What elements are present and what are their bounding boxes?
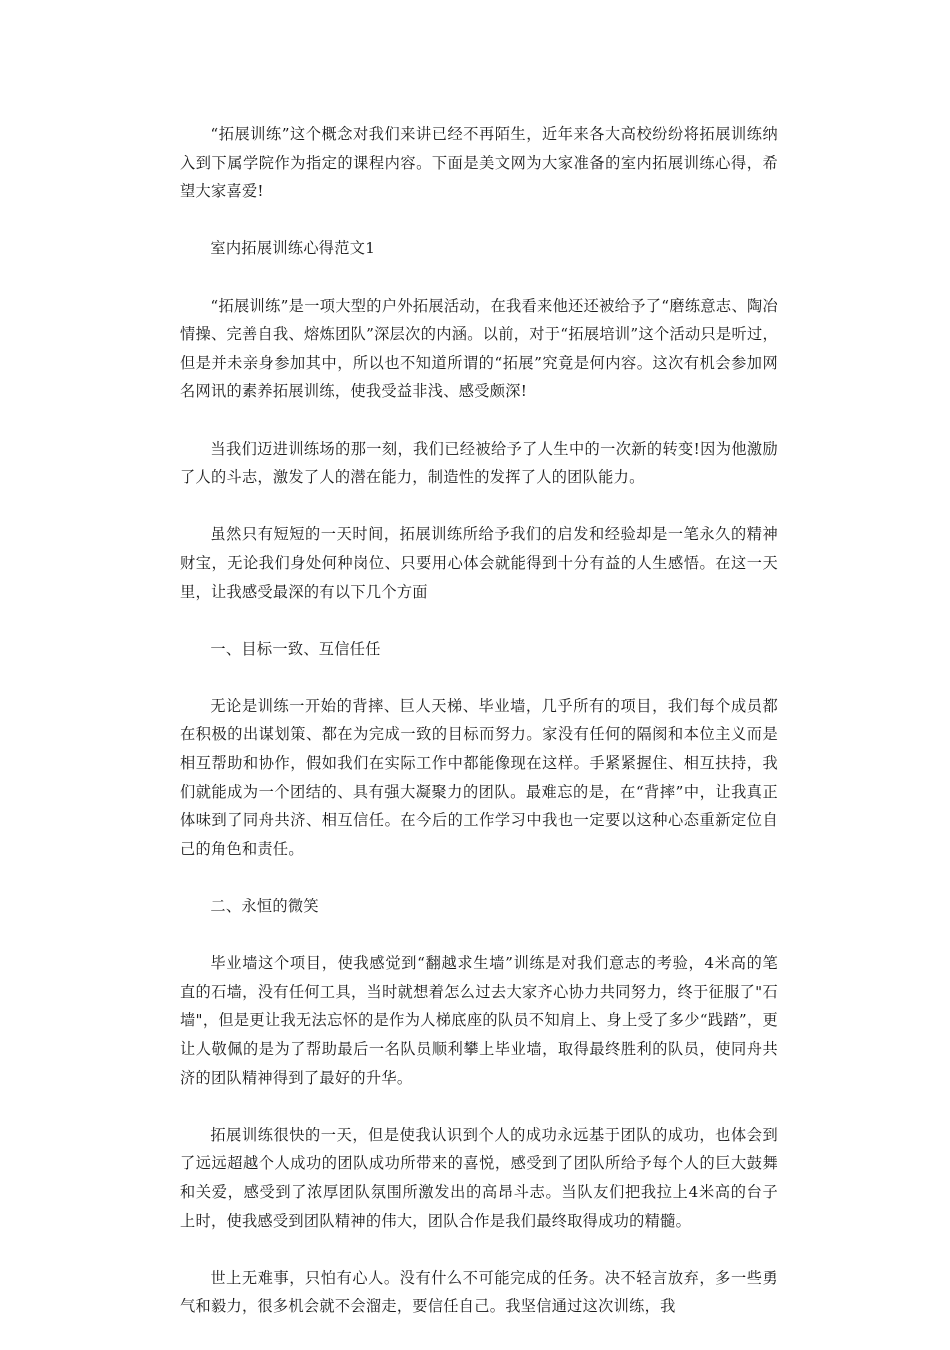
body-paragraph: 拓展训练很快的一天，但是使我认识到个人的成功永远基于团队的成功，也体会到了远远超越个人成功的团队成功所带来的喜悦，感受到了团队所给予每个人的巨大鼓舞和关爱，感受到了浓厚团队氛围所激发出的高昂斗志。当队友们把我拉上4米高的台子上时，使我感受到团队精神的伟大，团队合作是我们最终取得成功的精髓。 [180,1125,778,1230]
body-paragraph: 虽然只有短短的一天时间，拓展训练所给予我们的启发和经验却是一笔永久的精神财宝，无论我们身处何种岗位、只要用心体会就能得到十分有益的人生感悟。在这一天里，让我感受最深的有以下几个方面 [180,525,778,601]
body-paragraph: 世上无难事，只怕有心人。没有什么不可能完成的任务。决不轻言放弃，多一些勇气和毅力，很多机会就不会溜走，要信任自己。我坚信通过这次训练，我 [180,1268,778,1316]
intro-paragraph: “拓展训练”这个概念对我们来讲已经不再陌生，近年来各大高校纷纷将拓展训练纳入到下属学院作为指定的课程内容。下面是美文网为大家准备的室内拓展训练心得，希望大家喜爱! [180,125,778,201]
subheading-2: 二、永恒的微笑 [210,897,319,916]
body-paragraph: “拓展训练”是一项大型的户外拓展活动，在我看来他还还被给予了“磨练意志、陶冶情操、完善自我、熔炼团队”深层次的内涵。以前，对于“拓展培训”这个活动只是听过，但是并未亲身参加其中，所以也不知道所谓的“拓展”究竟是何内容。这次有机会参加网名网讯的素养拓展训练，使我受益非浅、感受颇深! [180,296,778,401]
section-title: 室内拓展训练心得范文1 [210,239,376,258]
body-paragraph: 当我们迈进训练场的那一刻，我们已经被给予了人生中的一次新的转变!因为他激励了人的斗志，激发了人的潜在能力，制造性的发挥了人的团队能力。 [180,439,778,487]
body-paragraph: 无论是训练一开始的背摔、巨人天梯、毕业墙，几乎所有的项目，我们每个成员都在积极的出谋划策、都在为完成一致的目标而努力。家没有任何的隔阂和本位主义而是相互帮助和协作，假如我们在实际工作中都能像现在这样。手紧紧握住、相互扶持，我们就能成为一个团结的、具有强大凝聚力的团队。最难忘的是，在“背摔”中，让我真正体味到了同舟共济、相互信任。在今后的工作学习中我也一定要以这种心态重新定位自己的角色和责任。 [180,696,778,858]
body-paragraph: 毕业墙这个项目，使我感觉到“翻越求生墙”训练是对我们意志的考验，4米高的笔直的石墙，没有任何工具，当时就想着怎么过去大家齐心协力共同努力，终于征服了"石墙"，但是更让我无法忘怀的是作为人梯底座的队员不知肩上、身上受了多少“践踏”，更让人敬佩的是为了帮助最后一名队员顺利攀上毕业墙，取得最终胜利的队员，使同舟共济的团队精神得到了最好的升华。 [180,954,778,1087]
document-body [180,120,778,1350]
subheading-1: 一、目标一致、互信任任 [210,639,381,658]
